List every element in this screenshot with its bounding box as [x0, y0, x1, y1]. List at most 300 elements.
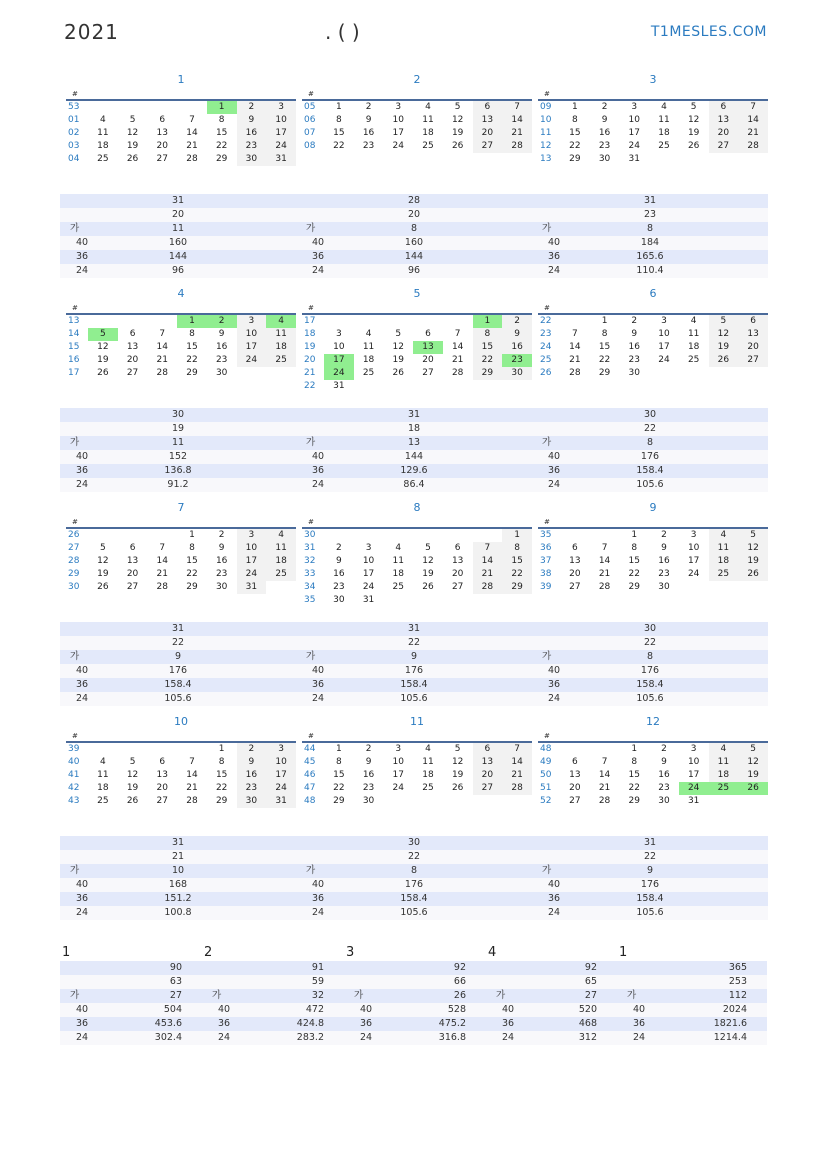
day-cell[interactable]: 27 [569, 582, 581, 592]
day-cell[interactable]: 5 [690, 102, 697, 112]
day-cell[interactable]: 17 [266, 769, 296, 782]
day-cell[interactable]: 8 [218, 115, 225, 125]
day-cell[interactable]: 12 [392, 342, 404, 352]
day-cell[interactable]: 19 [687, 128, 700, 138]
day-cell[interactable]: 9 [335, 556, 342, 566]
day-cell[interactable]: 9 [218, 329, 225, 339]
day-cell[interactable]: 27 [451, 582, 464, 592]
day-cell[interactable]: 18 [97, 141, 109, 151]
day-cell[interactable]: 3 [395, 102, 402, 112]
day-cell[interactable]: 31 [266, 795, 296, 808]
day-cell[interactable]: 27 [126, 368, 139, 378]
day-cell[interactable]: 28 [502, 782, 532, 795]
day-cell[interactable]: 5 [425, 543, 431, 553]
day-cell[interactable]: 28 [598, 796, 611, 806]
day-cell[interactable]: 20 [156, 783, 168, 793]
day-cell[interactable]: 4 [690, 316, 697, 326]
day-cell[interactable]: 26 [451, 783, 464, 793]
day-cell[interactable]: 31 [362, 595, 375, 605]
day-cell[interactable]: 3 [365, 543, 372, 553]
day-cell[interactable]: 2 [502, 315, 532, 328]
day-cell[interactable]: 21 [598, 783, 611, 793]
day-cell[interactable]: 10 [628, 115, 640, 125]
day-cell[interactable]: 3 [690, 530, 697, 540]
day-cell[interactable]: 8 [335, 757, 342, 767]
day-cell[interactable]: 20 [451, 569, 464, 579]
day-cell[interactable]: 15 [569, 128, 581, 138]
day-cell[interactable]: 13 [413, 341, 443, 354]
day-cell[interactable]: 12 [738, 542, 768, 555]
day-cell[interactable]: 28 [738, 140, 768, 153]
day-cell[interactable]: 20 [473, 127, 503, 140]
day-cell[interactable]: 22 [333, 141, 345, 151]
day-cell[interactable]: 2 [631, 316, 638, 326]
day-cell[interactable]: 19 [738, 769, 768, 782]
day-cell[interactable]: 19 [97, 569, 109, 579]
day-cell[interactable]: 5 [454, 744, 461, 754]
day-cell[interactable]: 24 [237, 354, 267, 367]
day-cell[interactable]: 12 [687, 115, 700, 125]
day-cell[interactable]: 24 [392, 783, 404, 793]
day-cell[interactable]: 18 [97, 783, 109, 793]
day-cell[interactable]: 9 [631, 329, 638, 339]
day-cell[interactable]: 24 [658, 355, 670, 365]
day-cell[interactable]: 3 [266, 743, 296, 756]
day-cell[interactable]: 7 [601, 757, 608, 767]
day-cell[interactable]: 14 [186, 770, 198, 780]
day-cell[interactable]: 19 [451, 128, 464, 138]
day-cell[interactable]: 6 [129, 329, 136, 339]
day-cell[interactable]: 17 [237, 555, 267, 568]
day-cell[interactable]: 18 [362, 355, 375, 365]
day-cell[interactable]: 1 [502, 529, 532, 542]
day-cell[interactable]: 16 [237, 127, 267, 140]
day-cell[interactable]: 8 [335, 115, 342, 125]
day-cell[interactable]: 19 [126, 783, 139, 793]
day-cell[interactable]: 15 [215, 128, 228, 138]
day-cell[interactable]: 19 [709, 341, 739, 354]
day-cell[interactable]: 25 [362, 368, 375, 378]
day-cell[interactable]: 31 [333, 381, 345, 391]
day-cell[interactable]: 8 [631, 757, 638, 767]
day-cell[interactable]: 7 [601, 543, 608, 553]
day-cell[interactable]: 10 [687, 757, 700, 767]
day-cell[interactable]: 20 [709, 127, 739, 140]
day-cell[interactable]: 21 [473, 568, 503, 581]
day-cell[interactable]: 1 [473, 315, 503, 328]
day-cell[interactable]: 29 [215, 154, 228, 164]
day-cell[interactable]: 24 [392, 141, 404, 151]
day-cell[interactable]: 13 [569, 770, 581, 780]
day-cell[interactable]: 23 [215, 355, 228, 365]
day-cell[interactable]: 29 [598, 368, 611, 378]
day-cell[interactable]: 1 [631, 744, 638, 754]
day-cell[interactable]: 5 [454, 102, 461, 112]
day-cell[interactable]: 21 [569, 355, 581, 365]
day-cell[interactable]: 2 [661, 530, 667, 540]
day-cell[interactable]: 8 [189, 329, 195, 339]
day-cell[interactable]: 11 [709, 756, 739, 769]
day-cell[interactable]: 9 [237, 756, 267, 769]
day-cell[interactable]: 3 [631, 102, 638, 112]
day-cell[interactable]: 24 [237, 568, 267, 581]
day-cell[interactable]: 4 [709, 743, 739, 756]
day-cell[interactable]: 14 [473, 555, 503, 568]
day-cell[interactable]: 2 [207, 315, 237, 328]
day-cell[interactable]: 16 [333, 569, 345, 579]
day-cell[interactable]: 3 [690, 744, 697, 754]
day-cell[interactable]: 1 [189, 530, 195, 540]
day-cell[interactable]: 17 [392, 128, 404, 138]
day-cell[interactable]: 9 [502, 328, 532, 341]
day-cell[interactable]: 16 [362, 770, 375, 780]
day-cell[interactable]: 30 [362, 796, 375, 806]
day-cell[interactable]: 4 [395, 543, 402, 553]
day-cell[interactable]: 27 [126, 582, 139, 592]
day-cell[interactable]: 16 [658, 556, 670, 566]
day-cell[interactable]: 3 [395, 744, 402, 754]
day-cell[interactable]: 29 [186, 368, 198, 378]
day-cell[interactable]: 2 [237, 101, 267, 114]
day-cell[interactable]: 6 [454, 543, 461, 553]
day-cell[interactable]: 21 [186, 141, 198, 151]
day-cell[interactable]: 18 [709, 555, 739, 568]
day-cell[interactable]: 10 [266, 756, 296, 769]
day-cell[interactable]: 20 [156, 141, 168, 151]
day-cell[interactable]: 22 [628, 569, 640, 579]
day-cell[interactable]: 21 [186, 783, 198, 793]
day-cell[interactable]: 16 [215, 556, 228, 566]
day-cell[interactable]: 1 [218, 744, 225, 754]
day-cell[interactable]: 13 [156, 770, 168, 780]
day-cell[interactable]: 5 [129, 757, 136, 767]
day-cell[interactable]: 18 [422, 770, 434, 780]
day-cell[interactable]: 26 [738, 782, 768, 795]
day-cell[interactable]: 6 [129, 543, 136, 553]
day-cell[interactable]: 14 [186, 128, 198, 138]
day-cell[interactable]: 24 [679, 782, 709, 795]
day-cell[interactable]: 16 [237, 769, 267, 782]
day-cell[interactable]: 16 [502, 341, 532, 354]
day-cell[interactable]: 4 [365, 329, 372, 339]
day-cell[interactable]: 4 [99, 115, 106, 125]
day-cell[interactable]: 6 [571, 543, 578, 553]
day-cell[interactable]: 20 [569, 569, 581, 579]
day-cell[interactable]: 31 [266, 153, 296, 166]
day-cell[interactable]: 18 [709, 769, 739, 782]
day-cell[interactable]: 23 [658, 783, 670, 793]
day-cell[interactable]: 14 [156, 556, 168, 566]
day-cell[interactable]: 20 [422, 355, 434, 365]
day-cell[interactable]: 17 [266, 127, 296, 140]
day-cell[interactable]: 23 [362, 783, 375, 793]
day-cell[interactable]: 11 [97, 128, 109, 138]
day-cell[interactable]: 12 [451, 757, 464, 767]
day-cell[interactable]: 12 [126, 770, 139, 780]
day-cell[interactable]: 17 [687, 556, 700, 566]
day-cell[interactable]: 7 [454, 329, 461, 339]
day-cell[interactable]: 13 [738, 328, 768, 341]
day-cell[interactable]: 9 [601, 115, 608, 125]
day-cell[interactable]: 8 [601, 329, 608, 339]
day-cell[interactable]: 17 [237, 341, 267, 354]
day-cell[interactable]: 29 [502, 581, 532, 594]
day-cell[interactable]: 17 [362, 569, 375, 579]
day-cell[interactable]: 9 [661, 757, 667, 767]
day-cell[interactable]: 8 [571, 115, 578, 125]
day-cell[interactable]: 23 [237, 140, 267, 153]
day-cell[interactable]: 30 [598, 154, 611, 164]
day-cell[interactable]: 9 [365, 115, 372, 125]
day-cell[interactable]: 13 [126, 556, 139, 566]
day-cell[interactable]: 25 [266, 354, 296, 367]
day-cell[interactable]: 11 [422, 757, 434, 767]
day-cell[interactable]: 25 [266, 568, 296, 581]
day-cell[interactable]: 22 [628, 783, 640, 793]
day-cell[interactable]: 9 [365, 757, 372, 767]
day-cell[interactable]: 15 [186, 556, 198, 566]
day-cell[interactable]: 15 [598, 342, 611, 352]
day-cell[interactable]: 5 [99, 543, 106, 553]
day-cell[interactable]: 25 [97, 154, 109, 164]
day-cell[interactable]: 22 [598, 355, 611, 365]
day-cell[interactable]: 24 [687, 569, 700, 579]
day-cell[interactable]: 7 [189, 757, 195, 767]
day-cell[interactable]: 20 [126, 569, 139, 579]
day-cell[interactable]: 14 [156, 342, 168, 352]
day-cell[interactable]: 20 [126, 355, 139, 365]
site-logo[interactable]: T1MESLES.COM [650, 24, 767, 40]
day-cell[interactable]: 27 [569, 796, 581, 806]
day-cell[interactable]: 4 [99, 757, 106, 767]
day-cell[interactable]: 22 [569, 141, 581, 151]
day-cell[interactable]: 8 [631, 543, 638, 553]
day-cell[interactable]: 28 [451, 368, 464, 378]
day-cell[interactable]: 23 [502, 354, 532, 367]
day-cell[interactable]: 13 [126, 342, 139, 352]
day-cell[interactable]: 23 [215, 569, 228, 579]
day-cell[interactable]: 15 [473, 341, 503, 354]
day-cell[interactable]: 23 [598, 141, 611, 151]
day-cell[interactable]: 22 [473, 354, 503, 367]
day-cell[interactable]: 25 [97, 796, 109, 806]
day-cell[interactable]: 7 [473, 542, 503, 555]
day-cell[interactable]: 2 [365, 744, 372, 754]
day-cell[interactable]: 26 [126, 154, 139, 164]
day-cell[interactable]: 31 [687, 796, 700, 806]
day-cell[interactable]: 10 [658, 329, 670, 339]
day-cell[interactable]: 25 [658, 141, 670, 151]
day-cell[interactable]: 6 [473, 743, 503, 756]
day-cell[interactable]: 19 [392, 355, 404, 365]
day-cell[interactable]: 28 [156, 368, 168, 378]
day-cell[interactable]: 28 [598, 582, 611, 592]
day-cell[interactable]: 7 [502, 101, 532, 114]
day-cell[interactable]: 18 [266, 341, 296, 354]
day-cell[interactable]: 7 [571, 329, 578, 339]
day-cell[interactable]: 18 [266, 555, 296, 568]
day-cell[interactable]: 26 [451, 141, 464, 151]
day-cell[interactable]: 5 [129, 115, 136, 125]
day-cell[interactable]: 12 [451, 115, 464, 125]
day-cell[interactable]: 13 [709, 114, 739, 127]
day-cell[interactable]: 30 [658, 796, 670, 806]
day-cell[interactable]: 12 [126, 128, 139, 138]
day-cell[interactable]: 4 [709, 529, 739, 542]
day-cell[interactable]: 26 [687, 141, 700, 151]
day-cell[interactable]: 21 [451, 355, 464, 365]
day-cell[interactable]: 16 [362, 128, 375, 138]
day-cell[interactable]: 12 [97, 556, 109, 566]
day-cell[interactable]: 29 [333, 796, 345, 806]
day-cell[interactable]: 30 [502, 367, 532, 380]
day-cell[interactable]: 15 [333, 128, 345, 138]
day-cell[interactable]: 27 [709, 140, 739, 153]
day-cell[interactable]: 13 [473, 114, 503, 127]
day-cell[interactable]: 4 [266, 315, 296, 328]
day-cell[interactable]: 21 [502, 769, 532, 782]
day-cell[interactable]: 20 [473, 769, 503, 782]
day-cell[interactable]: 30 [628, 368, 640, 378]
day-cell[interactable]: 15 [333, 770, 345, 780]
day-cell[interactable]: 6 [159, 115, 166, 125]
day-cell[interactable]: 30 [658, 582, 670, 592]
day-cell[interactable]: 19 [422, 569, 434, 579]
day-cell[interactable]: 19 [451, 770, 464, 780]
day-cell[interactable]: 7 [159, 543, 166, 553]
day-cell[interactable]: 29 [473, 367, 503, 380]
day-cell[interactable]: 14 [451, 342, 464, 352]
day-cell[interactable]: 25 [709, 782, 739, 795]
day-cell[interactable]: 13 [451, 556, 464, 566]
day-cell[interactable]: 26 [709, 354, 739, 367]
day-cell[interactable]: 27 [473, 782, 503, 795]
day-cell[interactable]: 18 [422, 128, 434, 138]
day-cell[interactable]: 24 [324, 367, 354, 380]
day-cell[interactable]: 7 [502, 743, 532, 756]
day-cell[interactable]: 26 [392, 368, 404, 378]
day-cell[interactable]: 14 [598, 556, 611, 566]
day-cell[interactable]: 21 [156, 569, 168, 579]
day-cell[interactable]: 31 [237, 581, 267, 594]
day-cell[interactable]: 22 [215, 141, 228, 151]
day-cell[interactable]: 6 [425, 329, 431, 339]
day-cell[interactable]: 28 [186, 154, 198, 164]
day-cell[interactable]: 20 [569, 783, 581, 793]
day-cell[interactable]: 5 [738, 743, 768, 756]
day-cell[interactable]: 4 [661, 102, 667, 112]
day-cell[interactable]: 12 [709, 328, 739, 341]
day-cell[interactable]: 15 [628, 556, 640, 566]
day-cell[interactable]: 23 [658, 569, 670, 579]
day-cell[interactable]: 14 [598, 770, 611, 780]
day-cell[interactable]: 25 [687, 355, 700, 365]
day-cell[interactable]: 28 [502, 140, 532, 153]
day-cell[interactable]: 30 [237, 153, 267, 166]
day-cell[interactable]: 3 [237, 315, 267, 328]
day-cell[interactable]: 9 [237, 114, 267, 127]
day-cell[interactable]: 1 [207, 101, 237, 114]
day-cell[interactable]: 17 [392, 770, 404, 780]
day-cell[interactable]: 3 [266, 101, 296, 114]
day-cell[interactable]: 1 [335, 744, 342, 754]
day-cell[interactable]: 27 [422, 368, 434, 378]
day-cell[interactable]: 8 [189, 543, 195, 553]
day-cell[interactable]: 2 [661, 744, 667, 754]
day-cell[interactable]: 24 [266, 782, 296, 795]
day-cell[interactable]: 27 [473, 140, 503, 153]
day-cell[interactable]: 6 [473, 101, 503, 114]
day-cell[interactable]: 13 [569, 556, 581, 566]
day-cell[interactable]: 27 [156, 796, 168, 806]
day-cell[interactable]: 18 [687, 342, 700, 352]
day-cell[interactable]: 23 [237, 782, 267, 795]
day-cell[interactable]: 11 [709, 542, 739, 555]
day-cell[interactable]: 11 [266, 328, 296, 341]
day-cell[interactable]: 5 [395, 329, 402, 339]
day-cell[interactable]: 25 [709, 568, 739, 581]
day-cell[interactable]: 21 [156, 355, 168, 365]
day-cell[interactable]: 10 [333, 342, 345, 352]
day-cell[interactable]: 12 [422, 556, 434, 566]
day-cell[interactable]: 22 [215, 783, 228, 793]
day-cell[interactable]: 16 [628, 342, 640, 352]
day-cell[interactable]: 5 [88, 328, 118, 341]
day-cell[interactable]: 17 [658, 342, 670, 352]
day-cell[interactable]: 27 [738, 354, 768, 367]
day-cell[interactable]: 25 [392, 582, 404, 592]
day-cell[interactable]: 5 [709, 315, 739, 328]
day-cell[interactable]: 13 [473, 756, 503, 769]
day-cell[interactable]: 22 [502, 568, 532, 581]
day-cell[interactable]: 11 [266, 542, 296, 555]
day-cell[interactable]: 16 [215, 342, 228, 352]
day-cell[interactable]: 6 [738, 315, 768, 328]
day-cell[interactable]: 17 [628, 128, 640, 138]
day-cell[interactable]: 28 [569, 368, 581, 378]
day-cell[interactable]: 6 [159, 757, 166, 767]
day-cell[interactable]: 27 [156, 154, 168, 164]
day-cell[interactable]: 1 [631, 530, 638, 540]
day-cell[interactable]: 2 [218, 530, 225, 540]
day-cell[interactable]: 21 [738, 127, 768, 140]
day-cell[interactable]: 25 [422, 141, 434, 151]
day-cell[interactable]: 2 [365, 102, 372, 112]
day-cell[interactable]: 19 [97, 355, 109, 365]
day-cell[interactable]: 29 [215, 796, 228, 806]
day-cell[interactable]: 18 [392, 569, 404, 579]
day-cell[interactable]: 2 [335, 543, 342, 553]
day-cell[interactable]: 1 [335, 102, 342, 112]
day-cell[interactable]: 16 [658, 770, 670, 780]
day-cell[interactable]: 7 [189, 115, 195, 125]
day-cell[interactable]: 19 [738, 555, 768, 568]
day-cell[interactable]: 20 [738, 341, 768, 354]
day-cell[interactable]: 24 [628, 141, 640, 151]
day-cell[interactable]: 23 [628, 355, 640, 365]
day-cell[interactable]: 11 [97, 770, 109, 780]
day-cell[interactable]: 13 [156, 128, 168, 138]
day-cell[interactable]: 1 [177, 315, 207, 328]
day-cell[interactable]: 3 [661, 316, 667, 326]
day-cell[interactable]: 10 [237, 328, 267, 341]
day-cell[interactable]: 4 [266, 529, 296, 542]
day-cell[interactable]: 16 [598, 128, 611, 138]
day-cell[interactable]: 25 [422, 783, 434, 793]
day-cell[interactable]: 15 [186, 342, 198, 352]
day-cell[interactable]: 11 [362, 342, 375, 352]
day-cell[interactable]: 28 [473, 581, 503, 594]
